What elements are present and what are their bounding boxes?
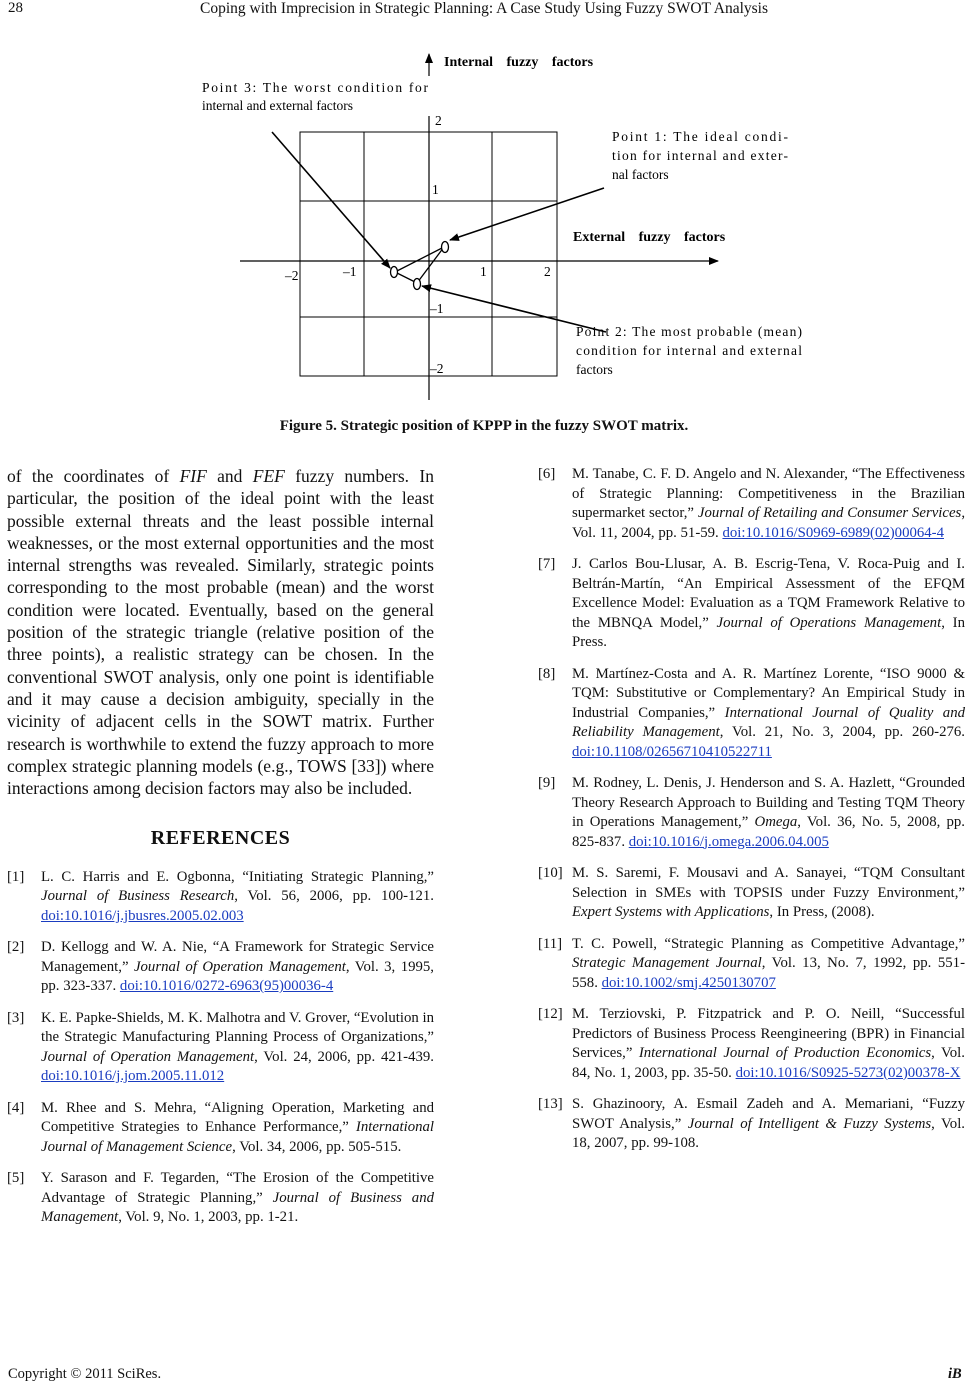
tick-x-1: 1 [480, 264, 487, 279]
references-heading: REFERENCES [150, 827, 291, 850]
journal-title: International Journal of Production Economics [638, 1045, 932, 1061]
tick-y-1: 1 [432, 182, 439, 197]
doi-link[interactable]: doi:10.1108/02656710410522711 [572, 743, 772, 760]
journal-title: Journal of Retailing and Consumer Services [697, 505, 962, 521]
point-3-label-line1: Point 3: The worst condition for [202, 80, 428, 95]
reference-entry: [6] M. Tanabe, C. F. D. Angelo and N. Alexander, “The Effectiveness of Strategic Planning: Competitiveness in the Brazilian supermarket sector,” Journal of Retailing and Consumer Services, Vol. 11, 2004, pp. 51-59. doi:10.1016/S0969-6989(02)00064-4 [538, 466, 966, 541]
tick-y-neg1: –1 [430, 301, 444, 316]
tick-y-2: 2 [435, 113, 442, 128]
reference-entry: [2] D. Kellogg and W. A. Nie, “A Framework for Strategic Service Management,” Journal of Operation Management, Vol. 3, 1995, pp. 323-337. doi:10.1016/0272-6963(95)00036-4 [7, 939, 434, 995]
footer-journal-abbrev: iB [948, 1366, 962, 1382]
body-paragraph: of the coordinates of FIF and FEF fuzzy numbers. In particular, the position of the ideal point with the least possible external threats and the least possible internal weaknesses, or the most external opportunities and the most internal strengths was revealed. Similarly, strategic points corresponding to the most probable (mean) and the worst condition were located. Eventually, based on the general position of the strategic triangle (relative position of the three points), a realistic strategy can be chosen. In the conventional SWOT analysis, only one point is identifiable and it may cause a decision ambiguity, specially in the vicinity of adjacent cells in the SOWT matrix. Further research is worthwhile to extend the fuzzy approach to more complex strategic planning models (e.g., TOWS [33]) where interactions among decision factors may also be included. [7, 466, 434, 799]
point-3-arrow [272, 132, 390, 268]
point-1-marker [442, 242, 449, 253]
reference-entry: [9] M. Rodney, L. Denis, J. Henderson and S. A. Hazlett, “Grounded Theory Research Approach to Building and Testing TQM Theory in Operations Management,” Omega, Vol. 36, No. 5, 2008, pp. 825-837. doi:10.1016/j.omega.2006.04.005 [538, 775, 965, 850]
doi-link[interactable]: doi:10.1002/smj.4250130707 [601, 974, 776, 991]
journal-title: International Journal of Quality and Reliability Management [572, 704, 965, 740]
reference-entry: [5] Y. Sarason and F. Tegarden, “The Erosion of the Competitive Advantage of Strategic Planning,” Journal of Business and Management, Vol. 9, No. 1, 2003, pp. 1-21. [7, 1170, 435, 1226]
reference-number: [5] [7, 1170, 25, 1187]
fuzzy-swot-matrix-figure [180, 40, 820, 410]
reference-entry: [7] J. Carlos Bou-Llusar, A. B. Escrig-Tena, V. Roca-Puig and I. Beltrán-Martín, “An Empirical Assessment of the EFQM Excellence Model: Evaluation as a TQM Framework Relative to the MBNQA Model,” Journal of Operations Management, In Press. [538, 556, 965, 650]
journal-title: Strategic Management Journal [572, 955, 762, 971]
reference-entry: [3] K. E. Papke-Shields, M. K. Malhotra and V. Grover, “Evolution in the Strategic Manufacturing Planning Process of Organizations,” Journal of Operation Management, Vol. 24, 2006, pp. 421-439. doi:10.1016/j.jom.2005.11.012 [7, 1009, 435, 1085]
doi-link[interactable]: doi:10.1016/j.omega.2006.04.005 [628, 833, 829, 850]
reference-number: [9] [538, 775, 556, 791]
journal-title: Expert Systems with Applications [572, 904, 770, 920]
right-column [538, 465, 965, 1166]
strategic-triangle [395, 247, 444, 283]
journal-title: Journal of Operation Management [41, 1048, 255, 1065]
reference-list-left [7, 868, 434, 1228]
reference-number: [7] [538, 556, 556, 572]
doi-link[interactable]: doi:10.1016/S0925-5273(02)00378-X [735, 1064, 961, 1081]
journal-title: Journal of Intelligent & Fuzzy Systems [687, 1115, 932, 1132]
reference-entry: [11] T. C. Powell, “Strategic Planning as Competitive Advantage,” Strategic Management Journal, Vol. 13, No. 7, 1992, pp. 551-558. doi:10.1002/smj.4250130707 [538, 935, 965, 991]
journal-title: Journal of Operations Management [716, 614, 942, 631]
doi-link[interactable]: doi:10.1016/j.jom.2005.11.012 [41, 1068, 225, 1085]
reference-entry: [4] M. Rhee and S. Mehra, “Aligning Operation, Marketing and Competitive Strategies to Enhance Performance,” International Journal of Management Science, Vol. 34, 2006, pp. 505-515. [7, 1099, 434, 1155]
point-1-label-line1: Point 1: The ideal condi- [612, 129, 788, 144]
reference-entry: [8] M. Martínez-Costa and A. R. Martínez Lorente, “ISO 9000 & TQM: Substitutive or Complementary? An Empirical Study in Industrial Companies,” International Journal of Quality and Reliability Management, Vol. 21, No. 3, 2004, pp. 260-276. doi:10.1108/02656710410522711 [538, 665, 965, 760]
point-2-label-line1: Point 2: The most probable (mean) [576, 324, 802, 339]
left-column [7, 465, 434, 1240]
reference-number: [6] [538, 466, 556, 482]
tick-x-neg1: –1 [343, 264, 357, 279]
reference-number: [12] [538, 1006, 563, 1022]
reference-number: [13] [538, 1096, 563, 1112]
reference-entry: [12] M. Terziovski, P. Fitzpatrick and P. O. Neill, “Successful Predictors of Business Process Reengineering (BPR) in Financial Services,” International Journal of Production Economics, Vol. 84, No. 1, 2003, pp. 35-50. doi:10.1016/S0925-5273(02)00378-X [538, 1006, 965, 1081]
x-axis-label: External fuzzy factors [573, 230, 726, 245]
page-number: 28 [8, 0, 23, 16]
reference-number: [3] [7, 1009, 25, 1026]
point-1-label-line2: tion for internal and exter- [612, 148, 788, 163]
y-axis-label: Internal fuzzy factors [444, 55, 594, 70]
point-2-label-line3: factors [576, 362, 613, 377]
journal-title: Journal of Operation Management [133, 958, 346, 975]
journal-title: Journal of Business Research [41, 888, 235, 905]
reference-number: [4] [7, 1099, 25, 1116]
doi-link[interactable]: doi:10.1016/0272-6963(95)00036-4 [119, 978, 334, 995]
reference-number: [1] [7, 868, 25, 885]
reference-number: [8] [538, 665, 556, 682]
reference-entry: [1] L. C. Harris and E. Ogbonna, “Initiating Strategic Planning,” Journal of Business Research, Vol. 56, 2006, pp. 100-121. doi:10.1016/j.jbusres.2005.02.003 [7, 868, 434, 924]
tick-x-2: 2 [544, 264, 551, 279]
journal-title: International Journal of Management Science [41, 1119, 434, 1155]
point-3-label-line2: internal and external factors [202, 98, 354, 113]
doi-link[interactable]: doi:10.1016/S0969-6989(02)00064-4 [722, 524, 944, 541]
tick-x-neg2: –2 [285, 268, 299, 283]
reference-number: [2] [7, 939, 25, 956]
running-title: Coping with Imprecision in Strategic Planning: A Case Study Using Fuzzy SWOT Analysis [199, 0, 769, 17]
journal-title: Omega [754, 814, 798, 830]
point-2-marker [414, 279, 421, 290]
tick-y-neg2: –2 [430, 361, 444, 376]
figure-caption: Figure 5. Strategic position of KPPP in the fuzzy SWOT matrix. [279, 418, 689, 434]
doi-link[interactable]: doi:10.1016/j.jbusres.2005.02.003 [41, 907, 244, 924]
reference-entry: [13] S. Ghazinoory, A. Esmail Zadeh and A. Memariani, “Fuzzy SWOT Analysis,” Journal of Intelligent & Fuzzy Systems, Vol. 18, 2007, pp. 99-108. [538, 1096, 966, 1151]
reference-entry: [10] M. S. Saremi, F. Mousavi and A. Sanayei, “TQM Consultant Selection in SMEs with TOPSIS under Fuzzy Environment,” Expert Systems with Applications, In Press, (2008). [538, 865, 965, 920]
journal-title: Journal of Business and Management [41, 1189, 435, 1226]
reference-list-right [538, 465, 965, 1154]
reference-number: [11] [538, 935, 563, 952]
reference-number: [10] [538, 865, 563, 881]
point-2-label-line2: condition for internal and external [576, 343, 802, 358]
footer-copyright: Copyright © 2011 SciRes. [8, 1366, 162, 1382]
point-1-label-line3: nal factors [612, 167, 669, 182]
point-3-marker [391, 267, 398, 278]
